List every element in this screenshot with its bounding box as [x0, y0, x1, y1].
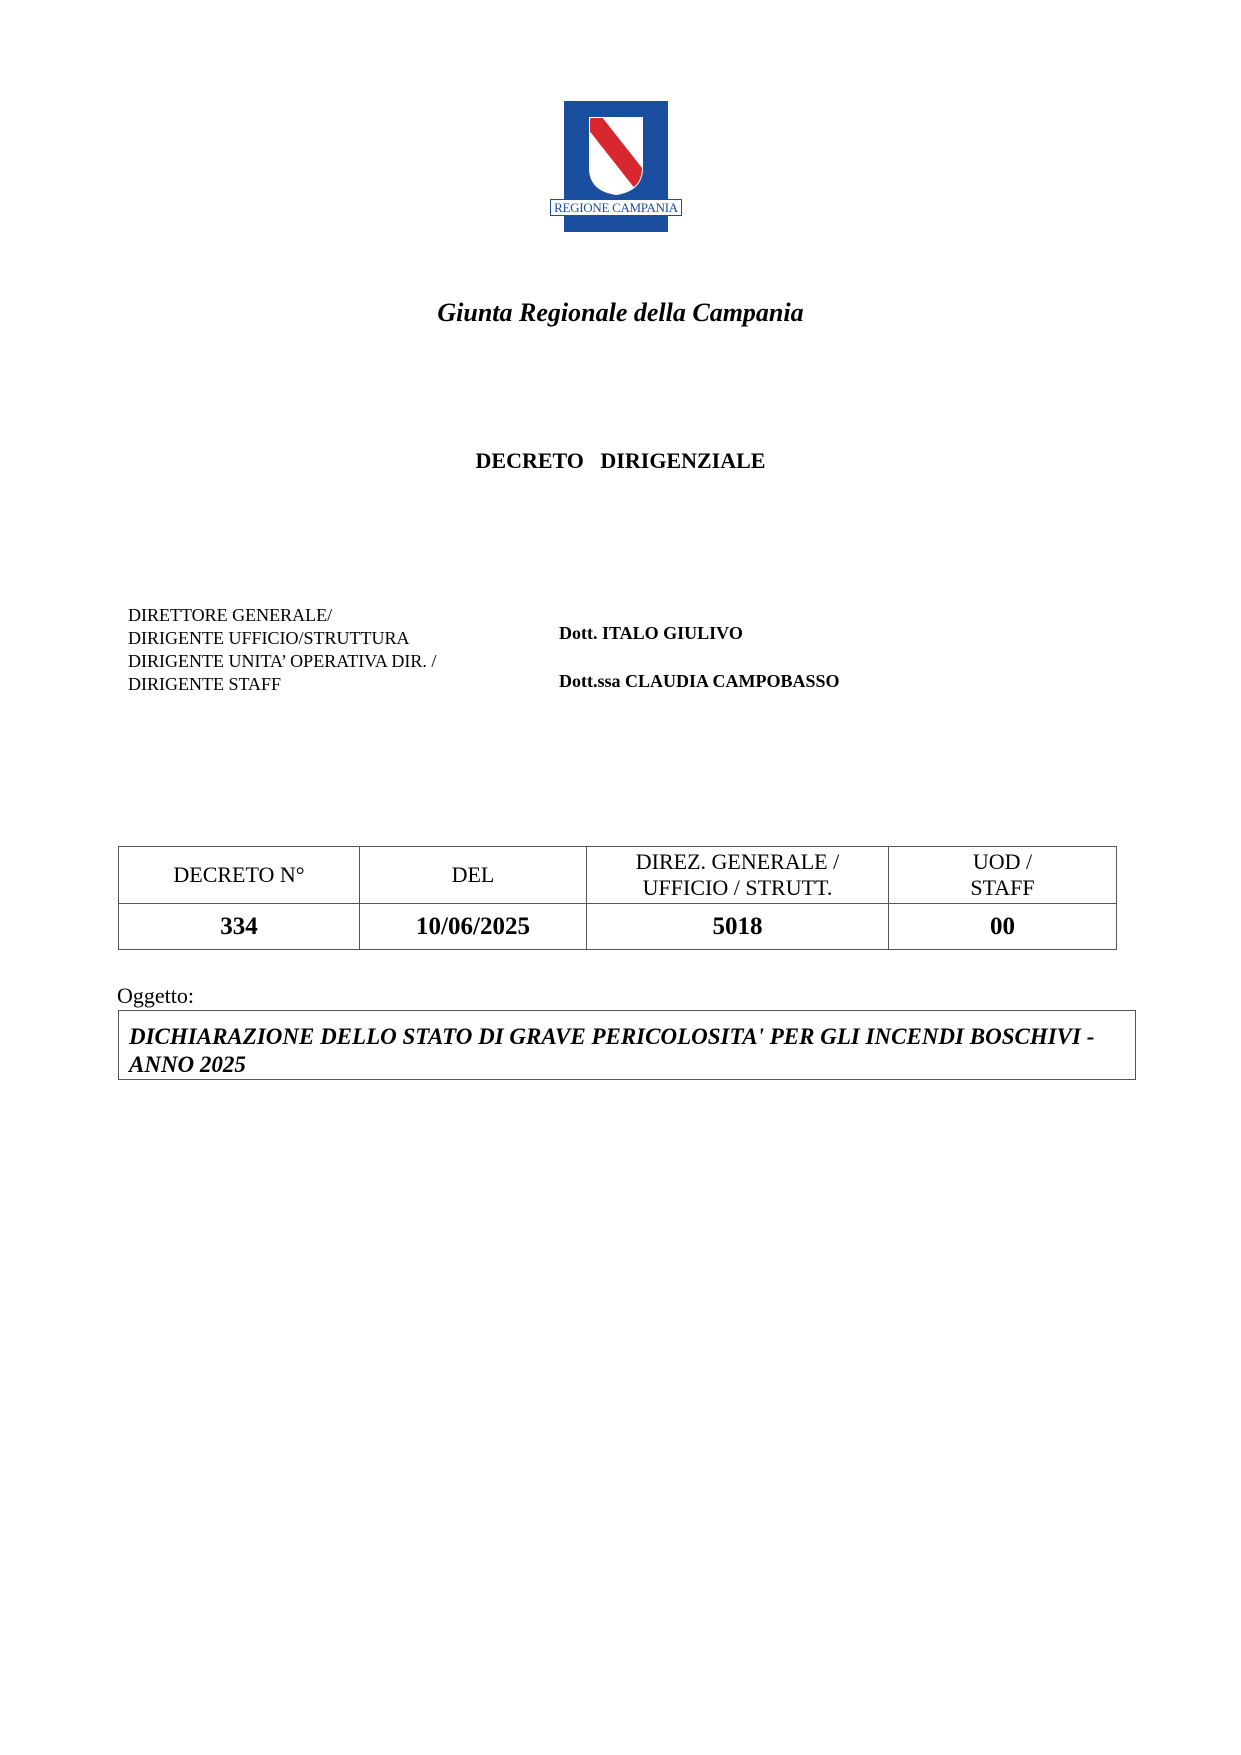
table-value-row: [119, 904, 1117, 950]
regione-campania-logo: [554, 101, 678, 232]
value-uod: 00: [889, 904, 1117, 950]
header-line: STAFF: [970, 875, 1035, 900]
document-type-title: DECRETO DIRIGENZIALE: [475, 448, 766, 473]
header-decreto-number: [119, 847, 360, 904]
role-line: DIRIGENTE UFFICIO/STRUTTURA: [128, 628, 410, 648]
header-line: UOD /: [972, 849, 1033, 874]
signer-staff-manager: Dott.ssa CLAUDIA CAMPOBASSO: [559, 671, 840, 691]
header-line: DEL: [451, 862, 495, 887]
subject-text: DICHIARAZIONE DELLO STATO DI GRAVE PERICOLOSITA' PER GLI INCENDI BOSCHIVI - ANNO 2025: [129, 1024, 1095, 1077]
table-header-row: [119, 847, 1117, 904]
role-line: DIRETTORE GENERALE/: [128, 605, 333, 625]
signer-director: Dott. ITALO GIULIVO: [559, 623, 743, 643]
header-line: DECRETO N°: [173, 862, 305, 887]
institution-title: Giunta Regionale della Campania: [437, 298, 804, 327]
header-direzione: [587, 847, 889, 904]
coat-of-arms-icon: [588, 116, 644, 196]
value-decreto-number: 334: [119, 904, 360, 950]
header-line: DIREZ. GENERALE /: [635, 849, 840, 874]
role-line: DIRIGENTE UNITA’ OPERATIVA DIR. /: [128, 651, 437, 671]
decree-info-table: [118, 846, 1117, 950]
value-date: 10/06/2025: [360, 904, 587, 950]
header-uod: [889, 847, 1117, 904]
subject-box: [118, 1010, 1136, 1080]
header-line: UFFICIO / STRUTT.: [642, 875, 833, 900]
role-line: DIRIGENTE STAFF: [128, 674, 282, 694]
subject-label: Oggetto:: [117, 983, 194, 1008]
logo-label: REGIONE CAMPANIA: [550, 199, 682, 216]
roles-block: [128, 604, 436, 696]
header-del: [360, 847, 587, 904]
value-direzione: 5018: [587, 904, 889, 950]
